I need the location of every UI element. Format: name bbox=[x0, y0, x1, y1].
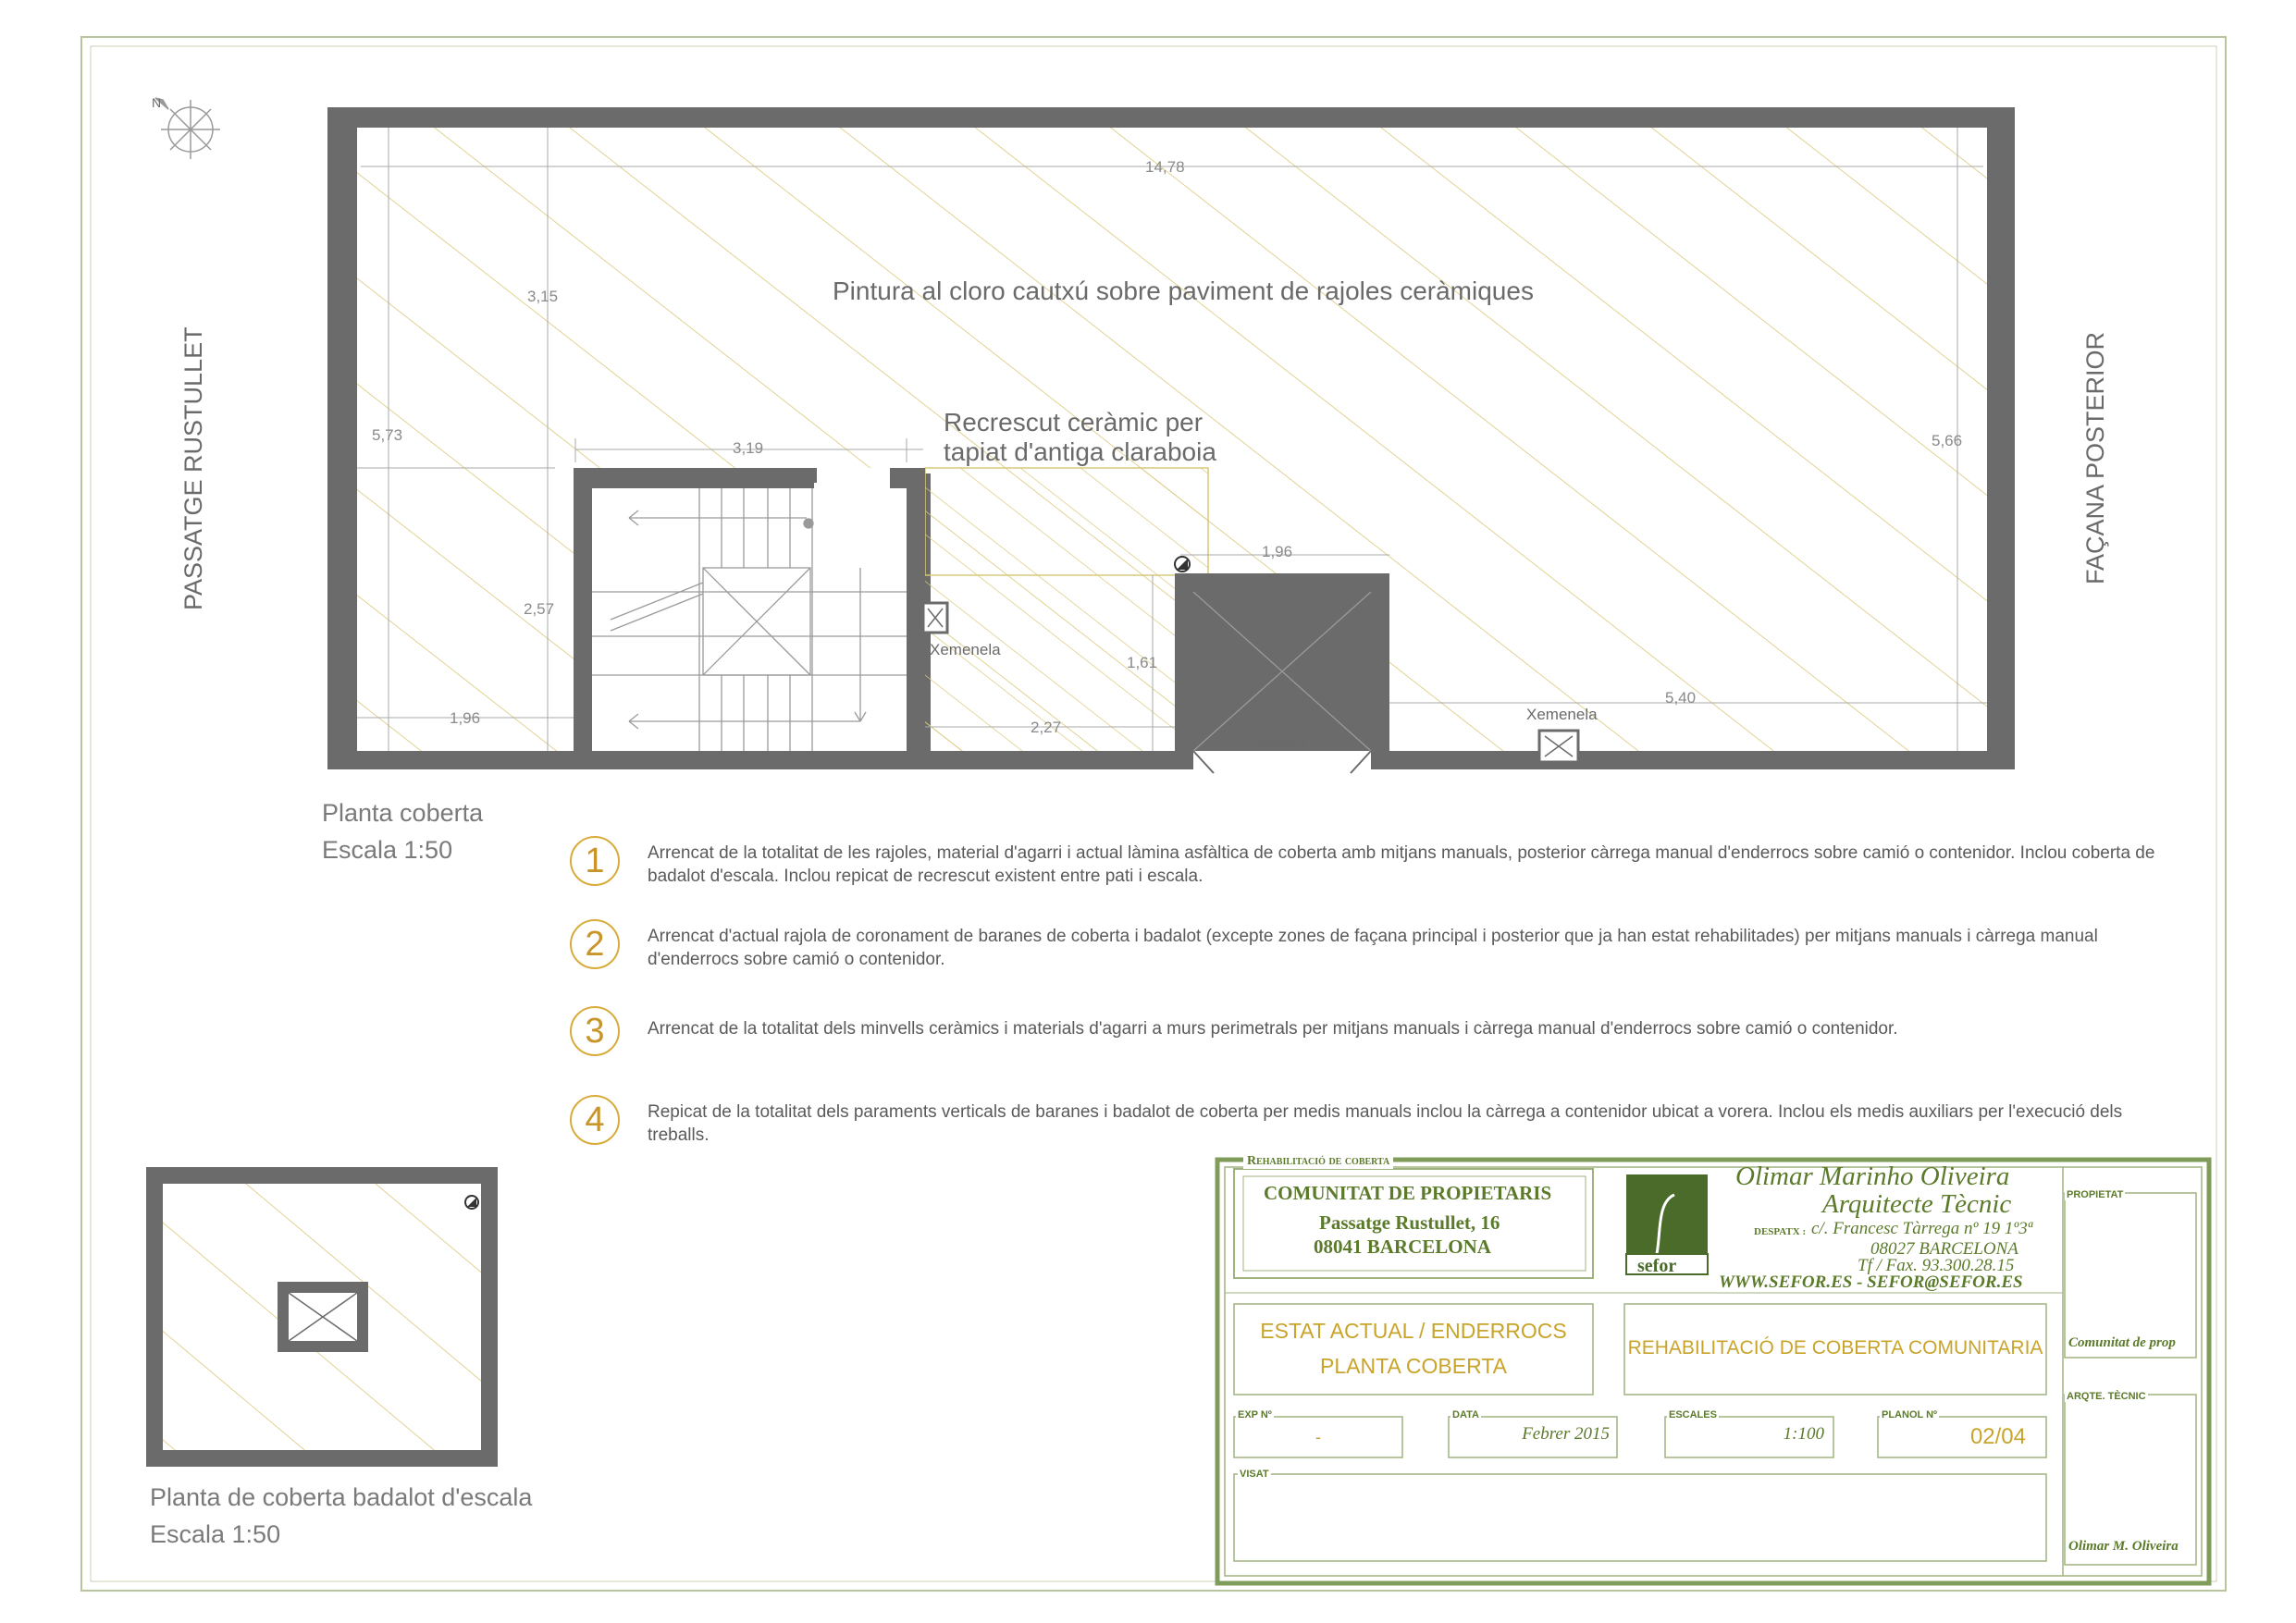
note-text-2: Arrencat d'actual rajola de coronament de baranes de coberta i badalot (excepte zones de façana principal i posterior que ja han estat rehabilitades) per mitjans manuals i càrrega manual d'enderrocs sobre camió o contenidor. bbox=[648, 927, 2098, 969]
project-name: REHABILITACIÓ DE COBERTA COMUNITARIA bbox=[1627, 1337, 2043, 1359]
plan-caption-scale: Escala 1:50 bbox=[322, 836, 453, 864]
note-number-4: 4 bbox=[570, 1095, 620, 1145]
client-line-3: 08041 BARCELONA bbox=[1314, 1236, 1491, 1258]
dim-celobert-height: 1,61 bbox=[1127, 654, 1158, 671]
arqte-label: ARQTE. TÈCNIC bbox=[2067, 1391, 2146, 1402]
street-label-left: PASSATGE RUSTULLET bbox=[179, 326, 207, 610]
office-phone: Tf / Fax. 93.300.28.15 bbox=[1858, 1256, 2015, 1275]
dim-depth-right: 5,66 bbox=[1932, 432, 1963, 449]
dim-patio-width: 2,27 bbox=[1031, 719, 1062, 736]
badalot-caption-scale: Escala 1:50 bbox=[150, 1520, 281, 1548]
note-text-1: Arrencat de la totalitat de les rajoles, material d'agarri i actual làmina asfàltica de coberta amb mitjans manuals, posterior càrrega manual d'enderrocs sobre camió o contenidor. Inclou coberta de badalot d'escala. Inclou repicat de recrescut existent entre pati i escala. bbox=[648, 843, 2155, 886]
dim-total-width: 14,78 bbox=[1145, 158, 1185, 176]
office-address-2: 08027 BARCELONA bbox=[1870, 1239, 2018, 1259]
dim-top-left: 3,15 bbox=[527, 288, 559, 305]
dim-bottom-left: 1,96 bbox=[450, 709, 481, 727]
sefor-logo bbox=[1626, 1174, 1708, 1276]
despatx-label: DESPATX : bbox=[1754, 1226, 1807, 1237]
dim-stair-height: 2,57 bbox=[524, 600, 555, 618]
arqte-value: Olimar M. Oliveira bbox=[2068, 1539, 2179, 1554]
badalot-caption-title: Planta de coberta badalot d'escala bbox=[150, 1483, 533, 1511]
dim-depth-left: 5,73 bbox=[372, 426, 403, 444]
svg-text:N: N bbox=[152, 95, 162, 110]
svg-text:sefor: sefor bbox=[1637, 1256, 1677, 1276]
note-text-3: Arrencat de la totalitat dels minvells ceràmics i materials d'agarri a murs perimetrals per mitjans manuals i càrrega manual d'enderrocs sobre camió o contenidor. bbox=[648, 1019, 1898, 1039]
xemenela-label-1: Xemenela bbox=[930, 641, 1001, 658]
staircase-icon bbox=[592, 488, 907, 751]
celobert-opening bbox=[1193, 751, 1371, 773]
dim-celobert-width: 1,96 bbox=[1262, 543, 1293, 560]
stair-walls bbox=[574, 468, 925, 769]
north-arrow-icon bbox=[152, 95, 220, 159]
note-text-4: Repicat de la totalitat dels paraments verticals de baranes i badalot de coberta per medis manuals inclou la càrrega a contenidor ubicat a vorera. Inclou els medis auxiliars per l'execució dels treballs. bbox=[648, 1102, 2123, 1145]
propietat-label: PROPIETAT bbox=[2067, 1189, 2124, 1200]
scales-label: ESCALES bbox=[1669, 1409, 1717, 1420]
architect-name: Olimar Marinho Oliveira bbox=[1735, 1162, 2010, 1191]
architect-title: Arquitecte Tècnic bbox=[1822, 1189, 2012, 1219]
stair-gap bbox=[814, 468, 890, 488]
recrescut-label-2: tapiat d'antiga claraboia bbox=[944, 437, 1216, 466]
visat-label: VISAT bbox=[1240, 1469, 1269, 1480]
client-line-1: COMUNITAT DE PROPIETARIS bbox=[1264, 1182, 1552, 1204]
note-number-1: 1 bbox=[570, 836, 620, 886]
date-value: Febrer 2015 bbox=[1522, 1424, 1610, 1444]
facade-label-right: FAÇANA POSTERIOR bbox=[2081, 331, 2109, 584]
stair-gap-post-left bbox=[809, 468, 817, 483]
planol-label: PLANOL Nº bbox=[1882, 1409, 1938, 1420]
celobert-label: Celobert bbox=[1247, 733, 1307, 751]
badalot-plan bbox=[146, 1167, 498, 1467]
date-label: DATA bbox=[1452, 1409, 1479, 1420]
exp-value: - bbox=[1315, 1428, 1321, 1446]
office-web-link[interactable]: WWW.SEFOR.ES - SEFOR@SEFOR.ES bbox=[1719, 1273, 2023, 1292]
drawing-title-2: PLANTA COBERTA bbox=[1320, 1354, 1507, 1378]
client-line-2: Passatge Rustullet, 16 bbox=[1319, 1211, 1500, 1234]
recrescut-label-1: Recrescut ceràmic per bbox=[944, 408, 1204, 436]
roof-plan bbox=[179, 107, 2109, 773]
drawing-title-1: ESTAT ACTUAL / ENDERROCS bbox=[1260, 1319, 1567, 1343]
dim-stair-width: 3,19 bbox=[733, 439, 764, 457]
office-address-1: c/. Francesc Tàrrega nº 19 1º3ª bbox=[1811, 1219, 2033, 1238]
exp-label: EXP Nº bbox=[1238, 1409, 1272, 1420]
stair-gap-post-right bbox=[890, 468, 899, 483]
note-number-2: 2 bbox=[570, 919, 620, 969]
main-roof-label: Pintura al cloro cautxú sobre paviment de rajoles ceràmiques bbox=[833, 277, 1534, 305]
propietat-value: Comunitat de prop bbox=[2068, 1335, 2176, 1350]
planol-value: 02/04 bbox=[1969, 1424, 2026, 1449]
recrescut-hatch bbox=[925, 468, 1208, 751]
dim-bottom-right: 5,40 bbox=[1665, 689, 1697, 707]
project-tag: Rehabilitació de coberta bbox=[1243, 1154, 1393, 1169]
scales-value: 1:100 bbox=[1783, 1424, 1824, 1444]
xemenela-label-2: Xemenela bbox=[1526, 706, 1598, 723]
note-number-3: 3 bbox=[570, 1006, 620, 1056]
plan-caption-title: Planta coberta bbox=[322, 799, 484, 827]
